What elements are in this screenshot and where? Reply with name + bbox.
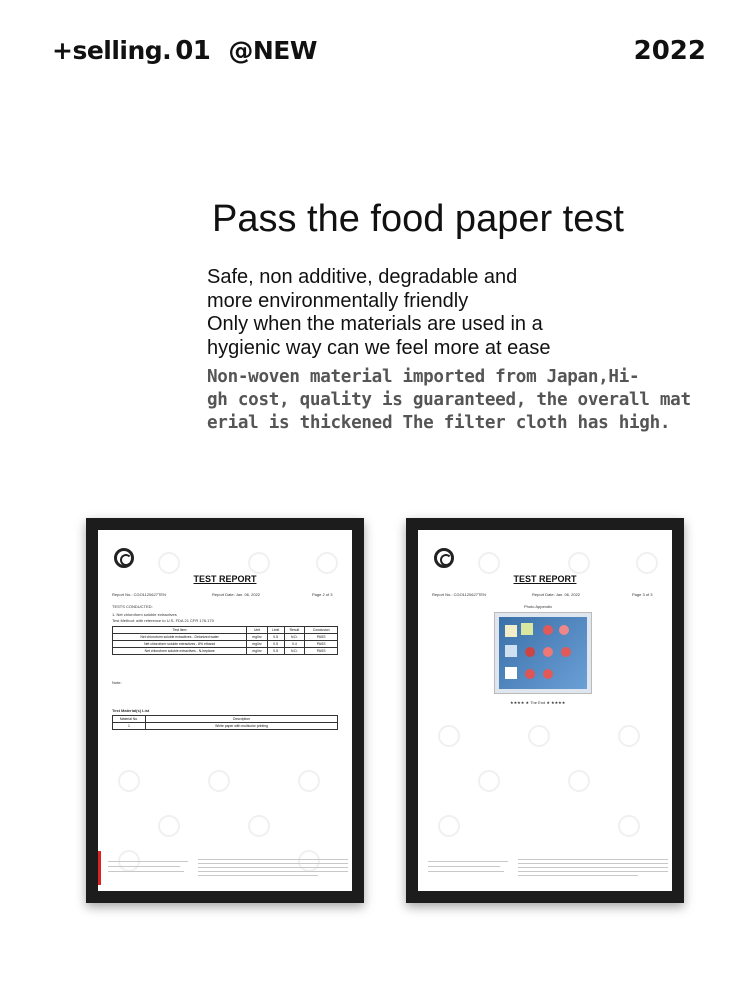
table-cell: PASS — [305, 648, 338, 655]
tests-conducted: TESTS CONDUCTED: — [112, 604, 153, 609]
certificate-frame-page-3 — [406, 518, 684, 903]
material-note-line: gh cost, quality is guaranteed, the overall mat — [207, 390, 691, 410]
description-line: hygienic way can we feel more at ease — [207, 336, 551, 359]
header-tag: @NEW — [228, 36, 317, 65]
table-row — [113, 641, 338, 648]
table-cell: mg/in² — [247, 648, 267, 655]
lab-logo-icon — [434, 548, 454, 568]
table-cell: White paper with multicolor printing — [146, 723, 338, 730]
test-method: Test Method: with reference to U.S. FDA 21 CFR 176.170 — [112, 618, 214, 623]
report-footer — [428, 857, 666, 881]
material-note — [207, 366, 691, 435]
table-row — [113, 716, 338, 723]
report-page: Page 2 of 3 — [312, 592, 333, 597]
table-cell: mg/in² — [247, 634, 267, 641]
table-header-cell: Limit — [267, 627, 284, 634]
lab-logo-icon — [114, 548, 134, 568]
photo-appendix-title: Photo Appendix — [524, 604, 553, 609]
table-cell: 0.5 — [267, 634, 284, 641]
certificate-sheet — [418, 530, 672, 891]
table-header-cell: Result — [284, 627, 305, 634]
certificate-frame-page-2 — [86, 518, 364, 903]
report-footer — [108, 857, 346, 881]
watermark-icon — [568, 770, 590, 792]
table-cell: 0.5 — [267, 641, 284, 648]
description-line: more environmentally friendly — [207, 289, 469, 312]
watermark-icon — [618, 815, 640, 837]
watermark-icon — [118, 770, 140, 792]
report-date: Report Date: Jan. 06, 2022 — [212, 592, 261, 597]
watermark-icon — [618, 725, 640, 747]
table-cell: Net chloroform soluble extractives - 8% ethanol — [113, 641, 247, 648]
report-title: TEST REPORT — [193, 574, 257, 584]
watermark-icon — [438, 725, 460, 747]
watermark-icon — [158, 552, 180, 574]
table-cell: 1 — [113, 723, 146, 730]
material-note-line: erial is thickened The filter cloth has high. — [207, 413, 671, 433]
test-item: 1. Net chloroform soluble extractives — [112, 612, 177, 617]
report-number: Report No.: CGO1120627TEN — [112, 592, 166, 597]
report-page: Page 3 of 3 — [632, 592, 653, 597]
note-label: Note: — [112, 680, 122, 685]
watermark-icon — [478, 770, 500, 792]
description-line: Only when the materials are used in a — [207, 313, 543, 335]
table-header-cell: Material No. — [113, 716, 146, 723]
watermark-icon — [208, 770, 230, 792]
header — [52, 36, 706, 70]
header-number: 01 — [175, 36, 211, 66]
end-marker: ★★★★ ★ The End ★ ★★★★ — [510, 700, 566, 705]
table-header-cell: Test Item — [113, 627, 247, 634]
report-title: TEST REPORT — [513, 574, 577, 584]
header-left — [52, 36, 317, 66]
header-prefix: +selling. — [52, 36, 172, 65]
watermark-icon — [528, 725, 550, 747]
watermark-icon — [316, 552, 338, 574]
report-date: Report Date: Jan. 06, 2022 — [532, 592, 581, 597]
table-cell: PASS — [305, 641, 338, 648]
material-note-line: Non-woven material imported from Japan,Hi- — [207, 367, 640, 387]
table-row — [113, 648, 338, 655]
table-cell: 0.5 — [267, 648, 284, 655]
table-header-cell: Unit — [247, 627, 267, 634]
watermark-icon — [636, 552, 658, 574]
report-number: Report No.: CGO1120627TEN — [432, 592, 486, 597]
results-table — [112, 626, 338, 655]
materials-table — [112, 715, 338, 730]
watermark-icon — [568, 552, 590, 574]
table-cell: Net chloroform soluble extractives - N-heptane — [113, 648, 247, 655]
product-photo — [494, 612, 592, 694]
table-row — [113, 627, 338, 634]
watermark-icon — [158, 815, 180, 837]
table-row — [113, 634, 338, 641]
table-cell: N.D. — [284, 648, 305, 655]
header-year: 2022 — [633, 36, 706, 66]
watermark-icon — [438, 815, 460, 837]
description — [207, 266, 551, 360]
materials-title: Test Material(s) List — [112, 708, 150, 713]
table-row — [113, 723, 338, 730]
table-cell: PASS — [305, 634, 338, 641]
table-cell: N.D. — [284, 634, 305, 641]
product-photo-image — [499, 617, 587, 689]
page-title: Pass the food paper test — [212, 198, 624, 240]
table-cell: mg/in² — [247, 641, 267, 648]
table-header-cell: Description — [146, 716, 338, 723]
watermark-icon — [248, 815, 270, 837]
watermark-icon — [478, 552, 500, 574]
watermark-icon — [248, 552, 270, 574]
red-accent-bar — [98, 851, 101, 885]
certificate-sheet — [98, 530, 352, 891]
table-header-cell: Conclusion — [305, 627, 338, 634]
description-line: Safe, non additive, degradable and — [207, 266, 518, 288]
table-cell: 0.4 — [284, 641, 305, 648]
table-cell: Net chloroform soluble extractives - Deionized water — [113, 634, 247, 641]
watermark-icon — [298, 770, 320, 792]
